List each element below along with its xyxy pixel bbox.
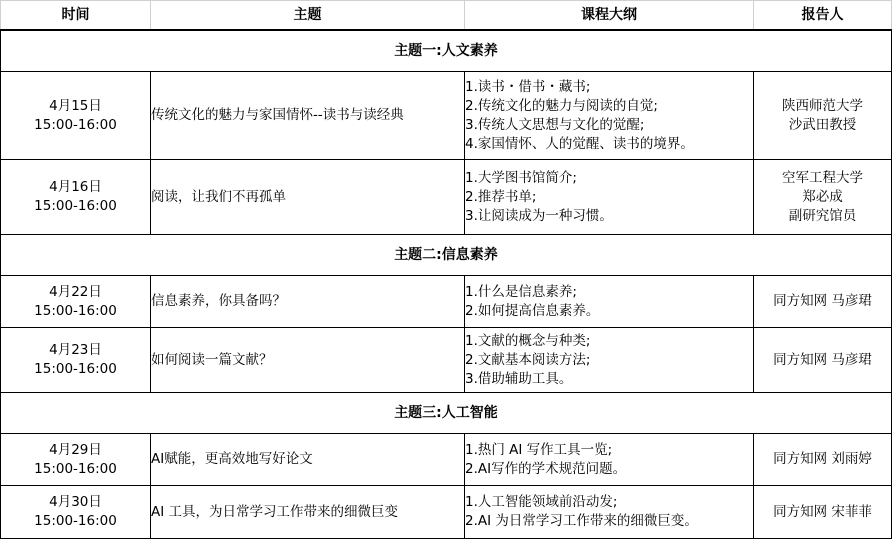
time-cell <box>1 160 151 235</box>
outline-item: 2.文献基本阅读方法; <box>465 351 591 368</box>
table-row <box>1 276 892 328</box>
outline-cell <box>465 160 754 235</box>
outline-cell <box>465 434 754 486</box>
hours: 15:00-16:00 <box>34 116 117 133</box>
reporter-cell <box>754 276 892 328</box>
header-row <box>1 1 892 31</box>
header-outline: 课程大纲 <box>465 1 754 31</box>
outline-cell <box>465 276 754 328</box>
outline-item: 1.读书・借书・藏书; <box>465 78 591 95</box>
header-topic: 主题 <box>151 1 465 31</box>
table-row <box>1 160 892 235</box>
topic-cell: AI 工具，为日常学习工作带来的细微巨变 <box>151 486 465 539</box>
hours: 15:00-16:00 <box>34 198 117 214</box>
outline-item: 2.如何提高信息素养。 <box>465 302 600 319</box>
reporter-line: 陕西师范大学 <box>782 97 863 114</box>
section-row <box>1 30 892 72</box>
date: 4月29日 <box>49 441 102 458</box>
table-row <box>1 328 892 393</box>
section-title: 主题三:人工智能 <box>1 393 892 434</box>
reporter-line: 同方知网 马彦珺 <box>773 351 872 368</box>
date: 4月15日 <box>49 97 102 114</box>
time-cell <box>1 276 151 328</box>
section-row <box>1 235 892 276</box>
outline-item: 2.传统文化的魅力与阅读的自觉; <box>465 97 658 114</box>
section-title: 主题一:人文素养 <box>1 30 892 72</box>
outline-item: 2.AI写作的学术规范问题。 <box>465 460 627 477</box>
section-title: 主题二:信息素养 <box>1 235 892 276</box>
outline-cell <box>465 328 754 393</box>
hours: 15:00-16:00 <box>34 361 117 377</box>
outline-cell <box>465 72 754 160</box>
reporter-line: 同方知网 宋菲菲 <box>773 503 872 520</box>
reporter-line: 沙武田教授 <box>788 116 857 133</box>
time-cell <box>1 72 151 160</box>
outline-item: 3.传统人文思想与文化的觉醒; <box>465 116 645 133</box>
reporter-line: 副研究馆员 <box>788 207 857 224</box>
date: 4月23日 <box>49 342 102 358</box>
header-time: 时间 <box>1 1 151 31</box>
reporter-line: 同方知网 刘雨婷 <box>773 451 872 467</box>
time-cell <box>1 486 151 539</box>
outline-item: 2.推荐书单; <box>465 188 537 205</box>
outline-item: 3.借助辅助工具。 <box>465 370 573 387</box>
outline-item: 2.AI 为日常学习工作带来的细微巨变。 <box>465 513 698 529</box>
outline-item: 1.什么是信息素养; <box>465 283 577 300</box>
reporter-cell <box>754 434 892 486</box>
outline-cell <box>465 486 754 539</box>
section-row <box>1 393 892 434</box>
reporter-cell <box>754 328 892 393</box>
hours: 15:00-16:00 <box>34 460 117 477</box>
outline-item: 1.文献的概念与种类; <box>465 332 591 349</box>
reporter-line: 空军工程大学 <box>782 169 863 186</box>
header-reporter: 报告人 <box>754 1 892 31</box>
topic-cell: 阅读，让我们不再孤单 <box>151 160 465 235</box>
hours: 15:00-16:00 <box>34 513 117 529</box>
date: 4月30日 <box>49 494 102 510</box>
time-cell <box>1 434 151 486</box>
reporter-cell <box>754 72 892 160</box>
topic-cell: AI赋能，更高效地写好论文 <box>151 434 465 486</box>
table-row <box>1 72 892 160</box>
topic-cell: 传统文化的魅力与家国情怀--读书与读经典 <box>151 72 465 160</box>
reporter-cell <box>754 160 892 235</box>
reporter-line: 同方知网 马彦珺 <box>773 293 872 309</box>
topic-cell: 如何阅读一篇文献？ <box>151 328 465 393</box>
outline-item: 1.热门 AI 写作工具一览; <box>465 441 613 458</box>
outline-item: 4.家国情怀、人的觉醒、读书的境界。 <box>465 135 694 152</box>
time-cell <box>1 328 151 393</box>
outline-item: 1.人工智能领域前沿动发; <box>465 494 618 510</box>
table-row <box>1 434 892 486</box>
outline-item: 3.让阅读成为一种习惯。 <box>465 207 613 224</box>
date: 4月16日 <box>49 179 102 195</box>
topic-cell: 信息素养，你具备吗？ <box>151 276 465 328</box>
table-row <box>1 486 892 539</box>
reporter-line: 郑必成 <box>802 188 843 205</box>
hours: 15:00-16:00 <box>34 302 117 319</box>
reporter-cell <box>754 486 892 539</box>
outline-item: 1.大学图书馆简介; <box>465 169 577 186</box>
date: 4月22日 <box>49 283 102 300</box>
